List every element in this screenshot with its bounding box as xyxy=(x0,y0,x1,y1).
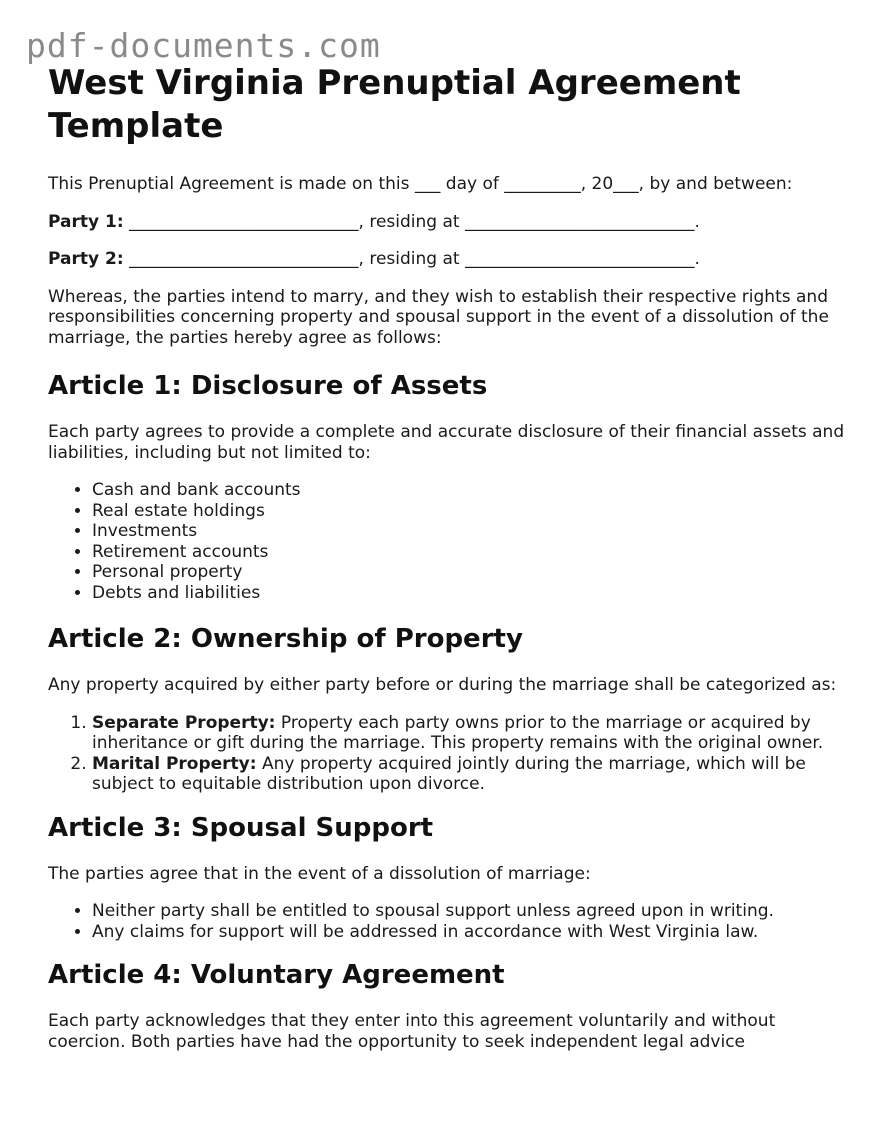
list-item: • Personal property xyxy=(92,562,848,583)
list-item-text: Any property acquired jointly during the marriage, which will be subject to equitable distribution upon divorce. xyxy=(92,753,806,794)
party-1-label: Party 1: xyxy=(48,211,124,232)
party-2-line xyxy=(48,249,848,270)
list-item: • Retirement accounts xyxy=(92,542,848,563)
article-3-heading: Article 3: Spousal Support xyxy=(48,812,434,843)
watermark: pdf-documents.com xyxy=(26,26,381,65)
support-list xyxy=(48,901,848,942)
party-1-blanks: ___________________________, residing at ___________________________. xyxy=(123,211,700,232)
party-2-label: Party 2: xyxy=(48,249,124,269)
list-item: • Investments xyxy=(92,521,848,542)
intro-paragraph: This Prenuptial Agreement is made on this ___ day of _________, 20___, by and between: xyxy=(48,174,793,194)
document-page xyxy=(48,62,848,1052)
list-item: • Debts and liabilities xyxy=(92,583,848,604)
list-item xyxy=(92,754,848,795)
list-item-term: Marital Property: xyxy=(92,753,257,774)
article-1-paragraph: Each party agrees to provide a complete and accurate disclosure of their financial assets and liabilities, including but not limited to: xyxy=(48,422,845,463)
whereas-paragraph: Whereas, the parties intend to marry, and they wish to establish their respective rights and responsibilities concerning property and spousal support in the event of a dissolution of the marriage, the parties hereby agree as follows: xyxy=(48,286,829,348)
property-category-list xyxy=(48,713,848,795)
party-2-blanks: ___________________________, residing at ___________________________. xyxy=(123,249,700,269)
article-4-heading: Article 4: Voluntary Agreement xyxy=(48,960,505,990)
article-4-paragraph: Each party acknowledges that they enter into this agreement voluntarily and without coercion. Both parties have had the opportunity to seek independent legal advice xyxy=(48,1011,776,1052)
article-2-heading: Article 2: Ownership of Property xyxy=(48,624,523,654)
list-item: • Neither party shall be entitled to spousal support unless agreed upon in writing. xyxy=(92,901,848,922)
list-item: • Any claims for support will be addressed in accordance with West Virginia law. xyxy=(92,922,848,943)
list-item: • Cash and bank accounts xyxy=(92,480,848,501)
article-1-heading: Article 1: Disclosure of Assets xyxy=(48,371,488,401)
list-item-term: Separate Property: xyxy=(92,712,276,733)
article-2-paragraph: Any property acquired by either party before or during the marriage shall be categorized as: xyxy=(48,675,837,695)
list-item xyxy=(92,713,848,754)
asset-list xyxy=(48,480,848,603)
party-1-line xyxy=(48,212,848,233)
list-item: • Real estate holdings xyxy=(92,501,848,522)
document-title: West Virginia Prenuptial Agreement Template xyxy=(48,63,741,146)
article-3-paragraph: The parties agree that in the event of a dissolution of marriage: xyxy=(48,863,591,884)
list-item-text: Property each party owns prior to the marriage or acquired by inheritance or gift during the marriage. This property remains with the original owner. xyxy=(92,712,824,753)
